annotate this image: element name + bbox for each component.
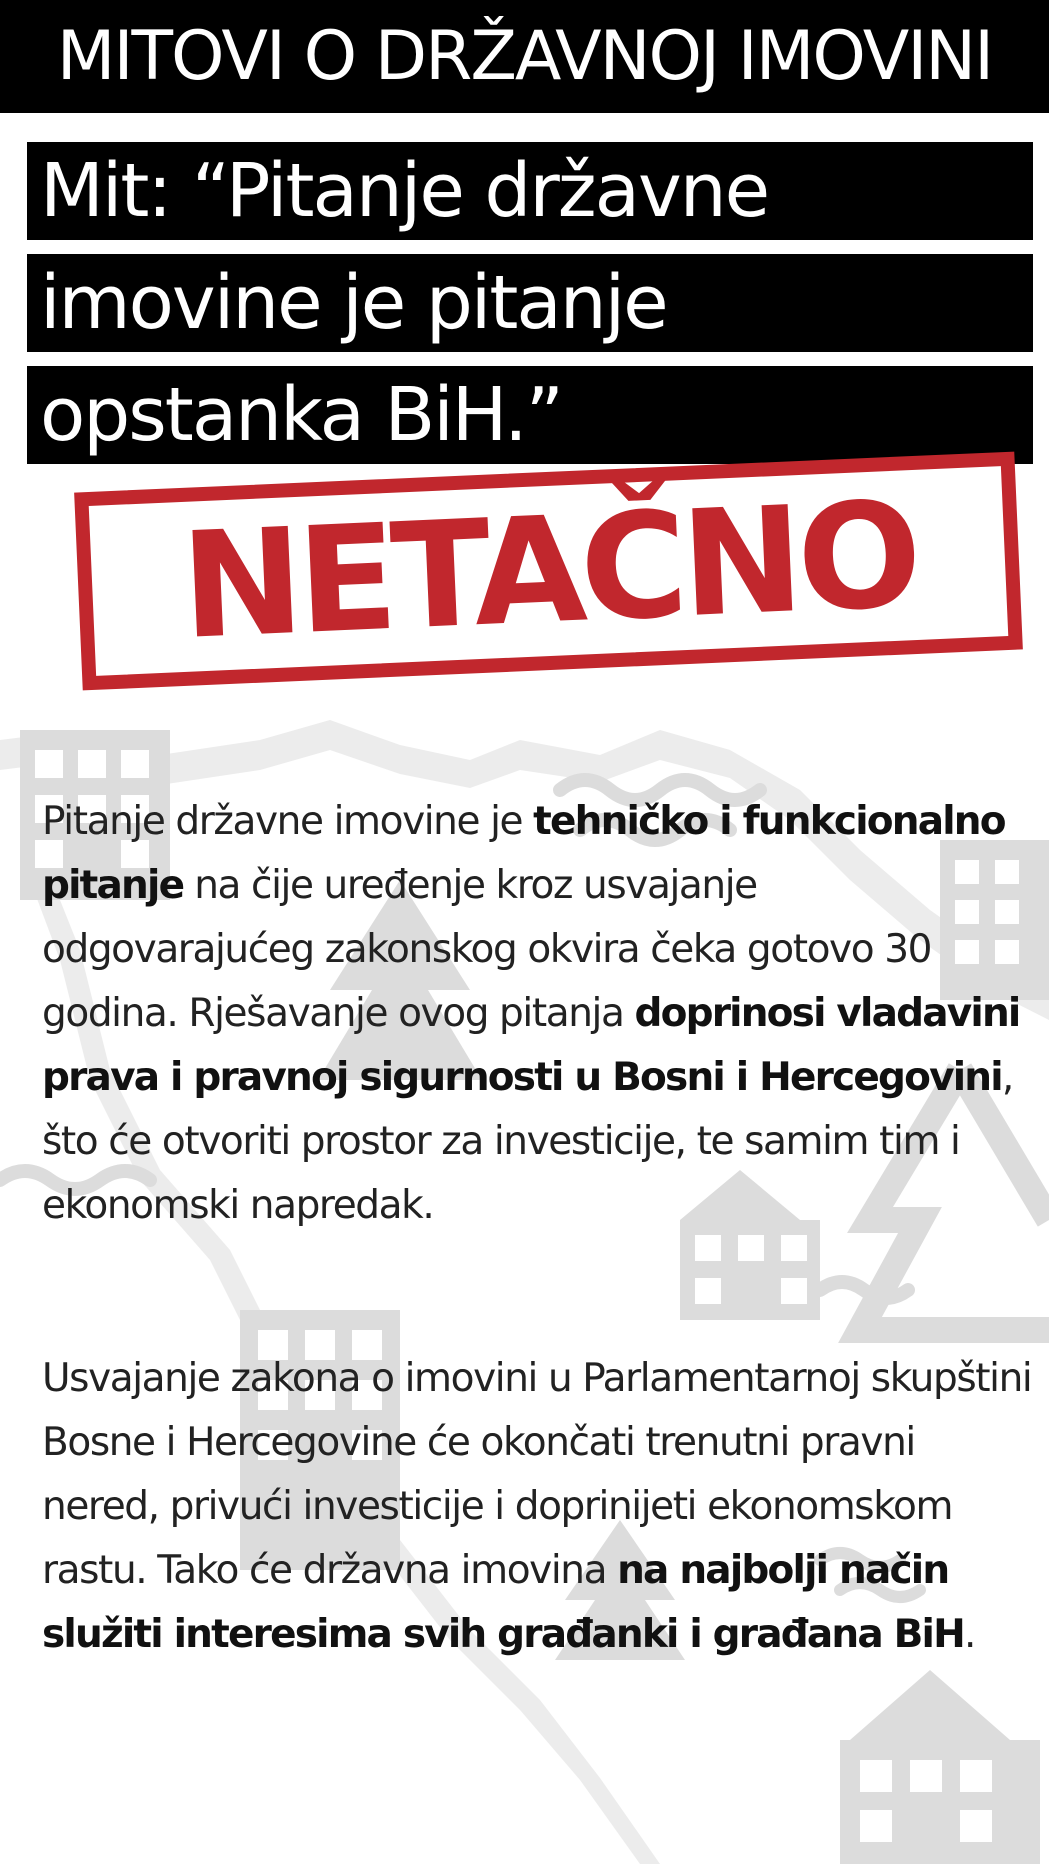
paragraph-text: na čije uređenje kroz usvajanje odgovarajućeg zakonskog okvira čeka gotovo 30 godina. Rješavanje ovog pitanja	[42, 863, 932, 1036]
paragraph-text: Pitanje državne imovine je	[42, 799, 534, 844]
paragraph-text: Usvajanje zakona o imovini u Parlamentarnoj skupštini Bosne i Hercegovine će okončati trenutni pravni nered, privući investicije i doprinijeti ekonomskom rastu. Tako će državna imovina	[42, 1356, 1032, 1593]
house-icon	[840, 1670, 1040, 1864]
myth-quote-line-1: Mit: “Pitanje državne	[27, 142, 1033, 240]
paragraph-text: , što će otvoriti prostor za investicije, te samim tim i ekonomski napredak.	[42, 1055, 1013, 1228]
verdict-label: NETAČNO	[177, 470, 920, 672]
verdict-stamp	[74, 452, 1023, 691]
paragraph-text: .	[963, 1612, 975, 1657]
page-header-title: MITOVI O DRŽAVNOJ IMOVINI	[0, 0, 1049, 113]
paragraph-emphasis: na najbolji način služiti interesima svih građanki i građana BiH	[42, 1548, 964, 1657]
paragraph-emphasis: doprinosi vladavini prava i pravnoj sigurnosti u Bosni i Hercegovini	[42, 991, 1020, 1100]
myth-quote-line-2: imovine je pitanje	[27, 254, 1033, 352]
paragraph-emphasis: tehničko i funkcionalno pitanje	[42, 799, 1005, 908]
explanation-paragraph-1	[42, 790, 1032, 1238]
explanation-paragraph-2	[42, 1347, 1032, 1667]
myth-quote-line-3: opstanka BiH.”	[27, 366, 1033, 464]
